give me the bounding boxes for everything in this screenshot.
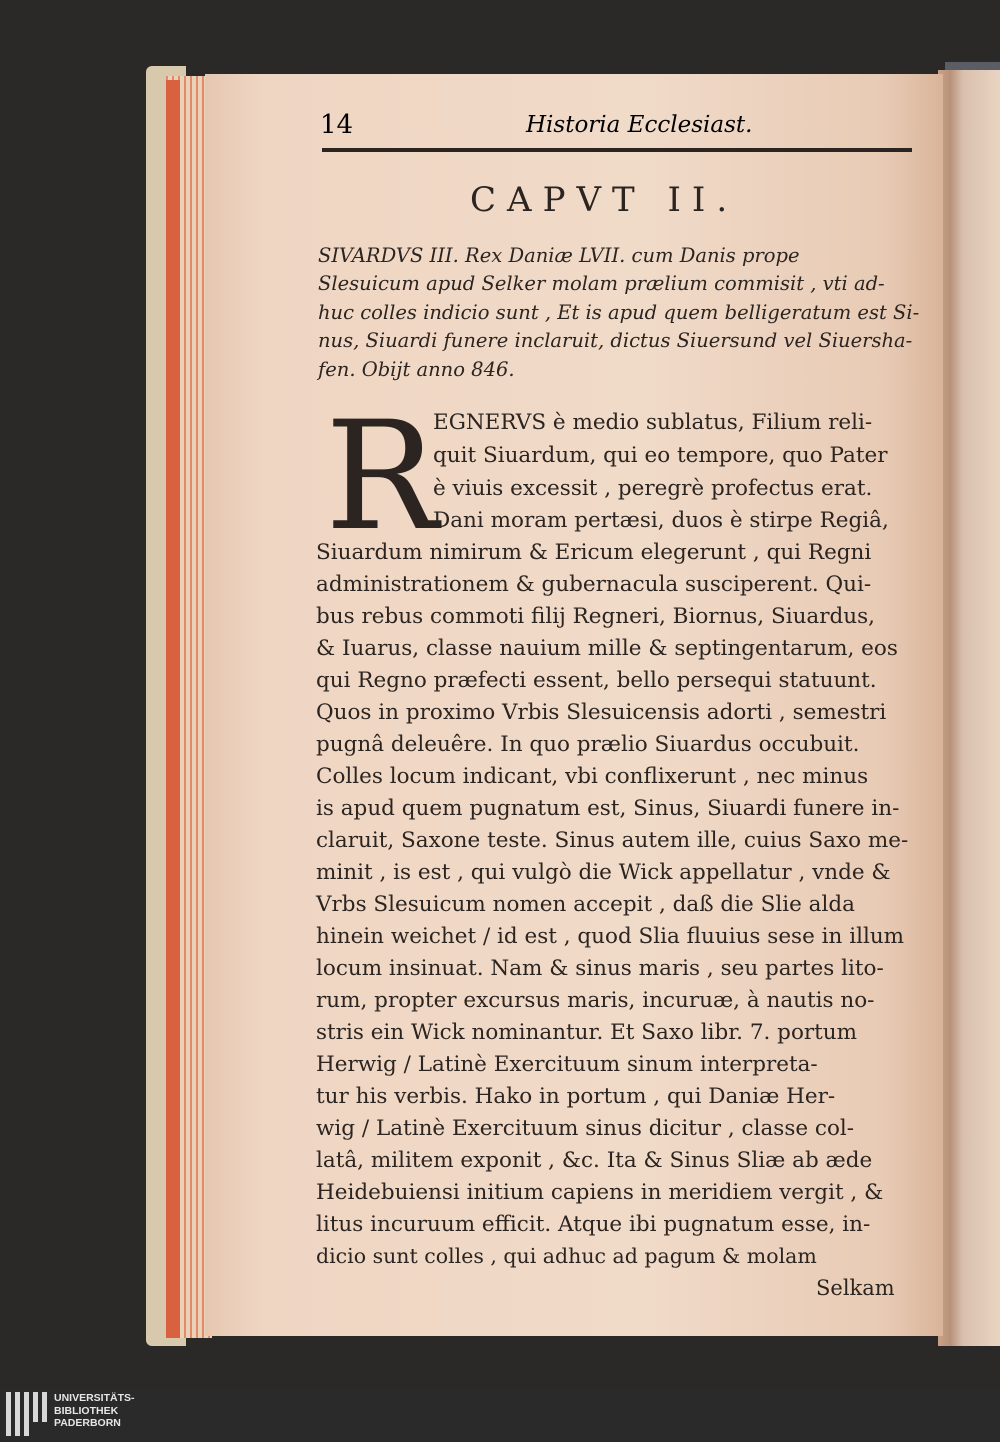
body-line: stris ein Wick nominantur. Et Saxo libr. 7. portum <box>316 1020 858 1045</box>
red-page-edge <box>166 80 180 1338</box>
body-line: locum insinuat. Nam & sinus maris , seu partes lito- <box>316 956 884 981</box>
chapter-summary <box>318 242 918 384</box>
body-line: Siuardum nimirum & Ericum elegerunt , qui Regni <box>316 540 872 565</box>
running-head <box>320 108 910 152</box>
summary-line: huc colles indicio sunt , Et is apud quem belligeratum est Si- <box>318 300 920 324</box>
chapter-heading: CAPVT II. <box>470 180 739 220</box>
library-name-line: BIBLIOTHEK <box>54 1404 119 1417</box>
body-line: litus incuruum efficit. Atque ibi pugnatum esse, in- <box>316 1212 871 1237</box>
body-line: latâ, militem exponit , &c. Ita & Sinus Sliæ ab æde <box>316 1148 873 1173</box>
body-line: tur his verbis. Hako in portum , qui Daniæ Her- <box>316 1084 836 1109</box>
body-line: bus rebus commoti filij Regneri, Biornus, Siuardus, <box>316 604 875 629</box>
body-line: rum, propter excursus maris, incuruæ, à nautis no- <box>316 988 875 1013</box>
head-rule <box>322 148 912 152</box>
body-line: Heidebuiensi initium capiens in meridiem vergit , & <box>316 1180 884 1205</box>
library-name-line: UNIVERSITÄTS- <box>54 1392 135 1404</box>
body-line: quit Siuardum, qui eo tempore, quo Pater <box>433 443 888 468</box>
drop-cap: R <box>325 390 438 564</box>
summary-line: Slesuicum apud Selker molam prælium commisit , vti ad- <box>318 272 885 296</box>
book-gutter <box>938 70 1000 1346</box>
body-line: & Iuarus, classe nauium mille & septingentarum, eos <box>316 636 898 661</box>
body-line: is apud quem pugnatum est, Sinus, Siuardi funere in- <box>316 796 900 821</box>
body-line: Vrbs Slesuicum nomen accepit , daß die Slie alda <box>316 892 855 917</box>
running-title: Historia Ecclesiast. <box>526 112 753 138</box>
body-line: administrationem & gubernacula susciperent. Qui- <box>316 572 872 597</box>
body-line: hinein weichet / id est , quod Slia fluuius sese in illum <box>316 924 905 949</box>
page-number: 14 <box>320 110 354 140</box>
summary-line: SIVARDVS III. Rex Daniæ LVII. cum Danis prope <box>318 244 800 267</box>
library-logo-icon <box>6 1392 50 1436</box>
body-line: pugnâ deleuêre. In quo prælio Siuardus occubuit. <box>316 732 860 757</box>
footer-bar <box>0 1390 1000 1442</box>
body-line: EGNERVS è medio sublatus, Filium reli- <box>433 410 873 435</box>
body-line: qui Regno præfecti essent, bello persequi statuunt. <box>316 668 877 693</box>
body-line: è viuis excessit , peregrè profectus erat. <box>433 476 873 501</box>
body-line: minit , is est , qui vulgò die Wick appellatur , vnde & <box>316 860 891 885</box>
summary-line: nus, Siuardi funere inclaruit, dictus Siuersund vel Siuersha- <box>318 329 913 353</box>
library-name-line: PADERBORN <box>54 1417 121 1429</box>
body-line: Quos in proximo Vrbis Slesuicensis adorti , semestri <box>316 700 887 725</box>
body-line: Herwig / Latinè Exercituum sinum interpreta- <box>316 1052 818 1077</box>
catchword: Selkam <box>816 1276 895 1300</box>
body-line: Colles locum indicant, vbi conflixerunt , nec minus <box>316 764 869 789</box>
library-name <box>54 1392 135 1430</box>
body-line: claruit, Saxone teste. Sinus autem ille, cuius Saxo me- <box>316 828 909 853</box>
body-line: dicio sunt colles , qui adhuc ad pagum & molam <box>316 1244 817 1268</box>
summary-line: fen. Obijt anno 846. <box>318 357 515 381</box>
body-line: wig / Latinè Exercituum sinus dicitur , classe col- <box>316 1116 855 1141</box>
body-line: Dani moram pertæsi, duos è stirpe Regiâ, <box>433 508 889 533</box>
